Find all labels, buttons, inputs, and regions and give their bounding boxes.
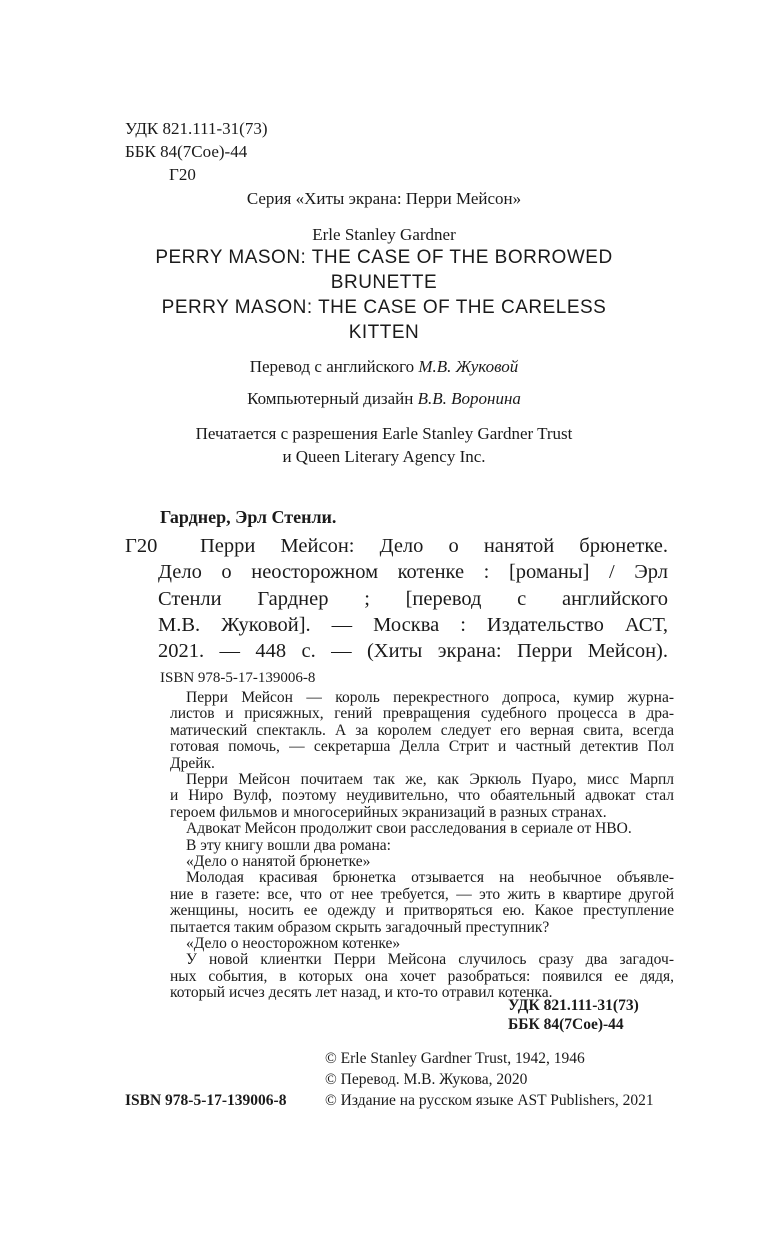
bibliographic-line: Перри Мейсон: Дело о нанятой брюнетке. [200, 535, 668, 557]
udk-code: УДК 821.111-31(73) [125, 119, 268, 138]
original-author: Erle Stanley Gardner [312, 225, 456, 244]
original-title-2-line-1: PERRY MASON: THE CASE OF THE CARELESS [161, 297, 607, 318]
annotation-line: «Дело о нанятой брюнетке» [186, 853, 371, 870]
annotation-line: готовая помочь, — секретарша Делла Стрит и частный детектив Пол [170, 738, 674, 756]
copyright-line: © Перевод. М.В. Жукова, 2020 [325, 1071, 528, 1088]
design-label: Компьютерный дизайн [247, 389, 418, 408]
annotation-line: листов и присяжных, гений превращения судебного процесса в дра- [170, 705, 674, 723]
bbk-code: ББК 84(7Сое)-44 [125, 142, 248, 161]
annotation-line: У новой клиентки Перри Мейсона случилось сразу два загадоч- [186, 951, 674, 969]
annotation-line: героем фильмов и многосерийных экранизаций в разных странах. [170, 803, 607, 821]
annotation-line: В эту книгу вошли два романа: [186, 836, 391, 854]
bibliographic-isbn: ISBN 978-5-17-139006-8 [160, 670, 316, 686]
annotation-line: ных события, в которых она хочет разобраться: появился ее дядя, [170, 967, 674, 985]
original-title-1-line-1: PERRY MASON: THE CASE OF THE BORROWED [155, 247, 613, 268]
annotation-line: Дрейк. [170, 754, 215, 772]
copyright-line: © Erle Stanley Gardner Trust, 1942, 1946 [325, 1050, 585, 1067]
annotation-udk: УДК 821.111-31(73) [508, 997, 639, 1014]
design-credit [0, 388, 768, 410]
copyright-isbn: ISBN 978-5-17-139006-8 [125, 1092, 287, 1109]
bibliographic-heading: Гарднер, Эрл Стенли. [160, 507, 337, 527]
annotation-line: Перри Мейсон почитаем так же, как Эркюль Пуаро, мисс Марпл [186, 771, 674, 788]
original-title-2-line-2: KITTEN [348, 322, 420, 343]
annotation-line: Перри Мейсон — король перекрестного допроса, кумир журна- [186, 689, 674, 706]
annotation-bbk: ББК 84(7Сое)-44 [508, 1016, 624, 1033]
annotation-line: Молодая красивая брюнетка отзывается на необычное объявле- [186, 869, 674, 887]
copyright-line: © Издание на русском языке AST Publishers, 2021 [325, 1092, 654, 1109]
author-mark: Г20 [169, 165, 196, 184]
annotation-line: и Ниро Вулф, поэтому неудивительно, что обаятельный адвокат стал [170, 787, 674, 805]
translator-name: М.В. Жуковой [418, 357, 519, 376]
permission-line-1: Печатается с разрешения Earle Stanley Gardner Trust [195, 424, 573, 443]
annotation-line: ние в газете: все, что от нее требуется, — это жить в квартире другой [170, 885, 674, 903]
annotation-line: пытается таким образом скрыть загадочный преступник? [170, 918, 550, 936]
bibliographic-line: М.В. Жуковой]. — Москва : Издательство АСТ, [158, 614, 668, 636]
bibliographic-line: Дело о неосторожном котенке : [романы] / Эрл [158, 561, 668, 583]
annotation-line: который исчез десять лет назад, и кто-то отравил котенка. [170, 984, 553, 1002]
annotation-line: «Дело о неосторожном котенке» [186, 935, 401, 952]
annotation-line: матический спектакль. А за королем следует его верная свита, всегда [170, 721, 674, 739]
original-title-1-line-2: BRUNETTE [330, 272, 438, 293]
translation-label: Перевод с английского [249, 357, 419, 376]
permission-line-2: и Queen Literary Agency Inc. [282, 447, 486, 466]
designer-name: В.В. Воронина [417, 389, 521, 408]
bibliographic-line: 2021. — 448 с. — (Хиты экрана: Перри Мейсон). [158, 640, 668, 662]
translation-credit [0, 356, 768, 378]
bibliographic-line: Стенли Гарднер ; [перевод с английского [158, 588, 668, 610]
annotation-line: Адвокат Мейсон продолжит свои расследования в сериале от HBO. [186, 820, 632, 838]
series-title: Серия «Хиты экрана: Перри Мейсон» [246, 189, 522, 208]
bibliographic-mark: Г20 [125, 535, 158, 557]
annotation-line: женщины, носить ее одежду и притворяться ею. Какое преступление [170, 902, 674, 920]
